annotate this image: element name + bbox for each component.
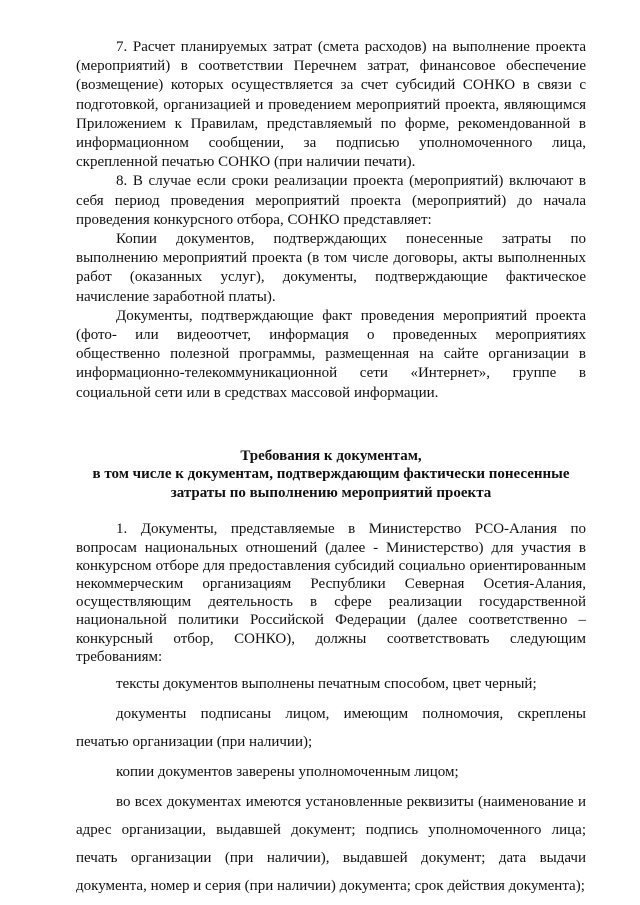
section-heading [76,447,586,503]
requirement-printed-text: тексты документов выполнены печатным способом, цвет черный; [116,675,537,692]
heading-line-3: затраты по выполнению мероприятий проекта [170,484,492,501]
paragraph-evidence: Документы, подтверждающие факт проведения мероприятий проекта (фото- или видеоотчет, информация о проведенных мероприятиях общественно полезной программы, размещенная на сайте организации в информационно-телекоммуникационной сети «Интернет», группе в социальной сети или в средствах массовой информации. [76,307,586,401]
requirement-requisites: во всех документах имеются установленные реквизиты (наименование и адрес организации, выдавшей документ; подпись уполномоченного лица; печать организации (при наличии), выдавшей документ; дата выдачи документа, номер и серия (при наличии) документа; срок действия документа); [76,793,586,894]
heading-line-2: в том числе к документам, подтверждающим фактически понесенные [92,466,570,483]
paragraph-item-8: 8. В случае если сроки реализации проекта (мероприятий) включают в себя период проведения мероприятий проекта (мероприятий) до начала проведения конкурсного отбора, СОНКО представляет: [76,173,586,228]
paragraph-item-7: 7. Расчет планируемых затрат (смета расходов) на выполнение проекта (мероприятий) в соответствии Перечнем затрат, финансовое обеспечение (возмещение) которых осуществляется за счет субсидий СОНКО в связи с подготовкой, организацией и проведением мероприятий проекта, являющимся Приложением к Правилам, представляемый по форме, рекомендованной в информационном сообщении, за подписью уполномоченного лица, скрепленной печатью СОНКО (при наличии печати). [76,39,586,171]
requirements-paragraph-1: 1. Документы, представляемые в Министерство РСО-Алания по вопросам национальных отношений (далее - Министерство) для участия в конкурсном отборе для предоставления субсидий социально ориентированным некоммерческим организациям Республики Северная Осетия-Алания, осуществляющим деятельность в сфере реализации государственной национальной политики Российской Федерации (далее соответственно – конкурсный отбор, СОНКО), должны соответствовать следующим требованиям: [76,521,586,665]
paragraph-copies: Копии документов, подтверждающих понесенные затраты по выполнению мероприятий проекта (в том числе договоры, акты выполненных работ (оказанных услуг), документы, подтверждающие фактическое начисление заработной платы). [76,231,586,305]
section-top [76,38,586,403]
requirement-certified-copies: копии документов заверены уполномоченным лицом; [116,763,459,780]
requirement-signed: документы подписаны лицом, имеющим полномочия, скреплены печатью организации (при наличии); [76,705,586,750]
heading-line-1: Требования к документам, [240,447,422,464]
section-requirements [76,520,586,900]
